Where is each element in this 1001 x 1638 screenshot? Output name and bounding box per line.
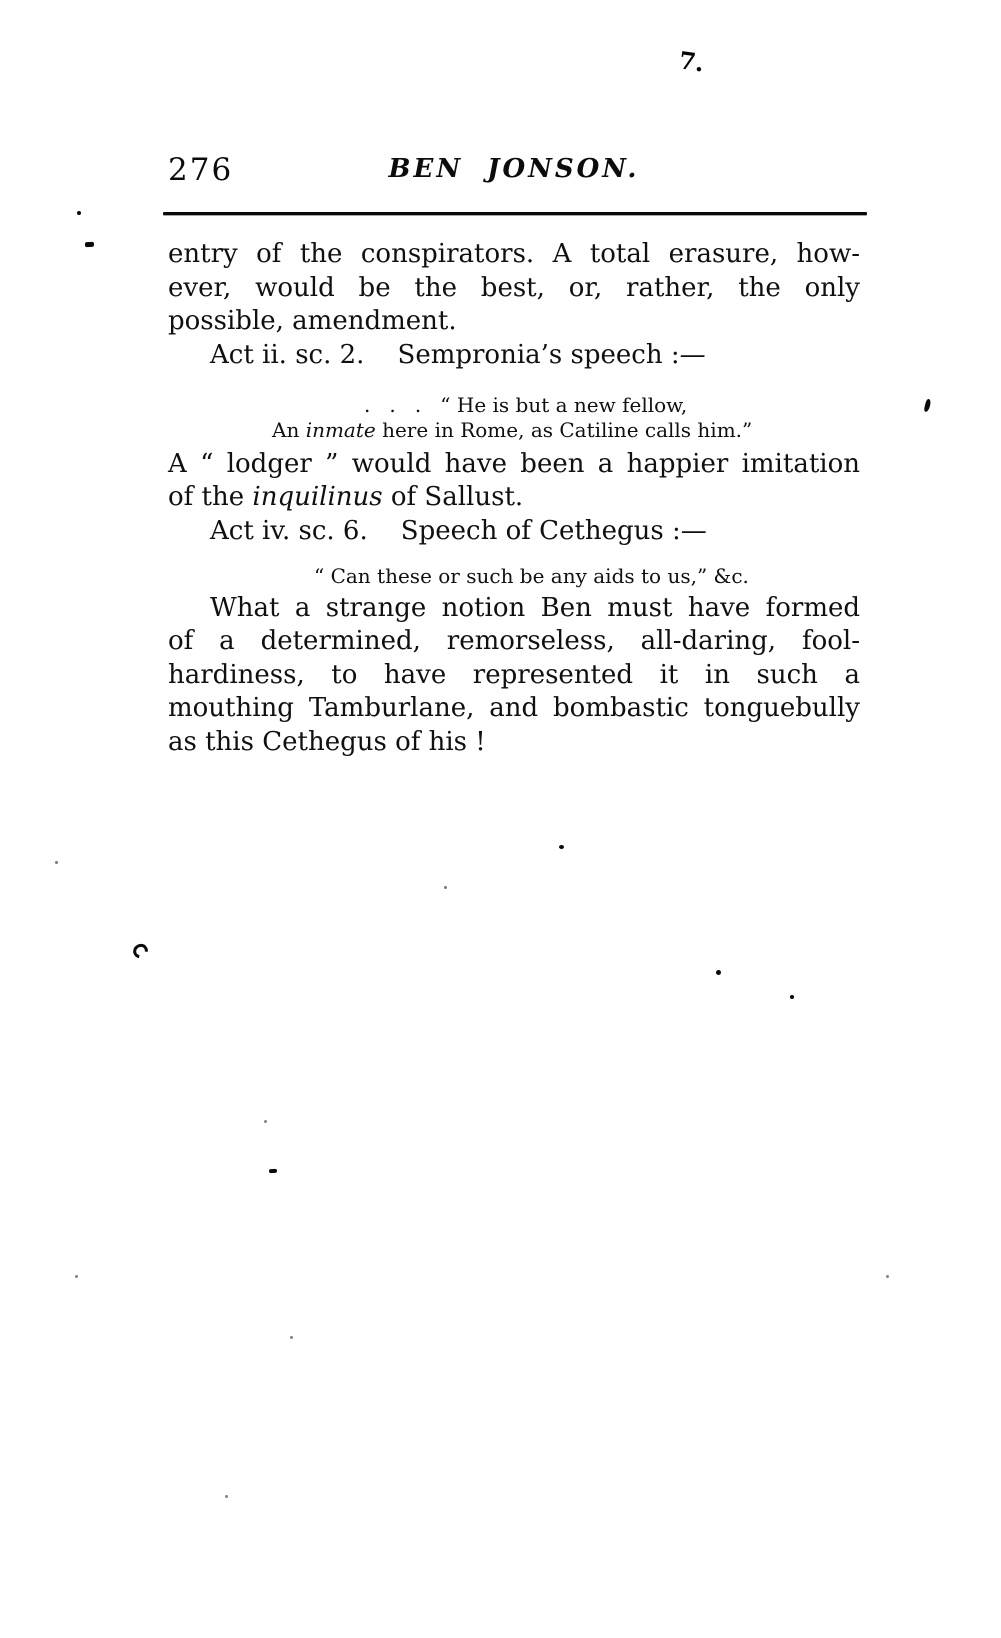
text-line: of a determined, remorseless, all-daring, fool- <box>168 626 860 657</box>
body-italic-word: inquilinus <box>252 482 383 513</box>
body-text: of the <box>168 482 253 513</box>
quote-text: An <box>272 417 306 442</box>
page-header <box>168 150 860 190</box>
text-line <box>168 481 860 515</box>
ink-speck <box>716 970 721 975</box>
ink-speck <box>444 886 447 889</box>
running-title: BEN JONSON. <box>388 154 640 184</box>
ink-speck <box>269 1169 277 1174</box>
text-line: A “ lodger ” would have been a happier imitation <box>168 448 860 479</box>
text-line: What a strange notion Ben must have formed <box>210 592 860 623</box>
text-line: ever, would be the best, or, rather, the only <box>168 272 860 303</box>
ink-speck <box>85 242 94 248</box>
quote-italic-word: inmate <box>305 417 376 442</box>
text-line: possible, amendment. <box>168 306 457 336</box>
ink-speck <box>559 845 564 849</box>
ink-speck <box>225 1495 228 1498</box>
page-number: 276 <box>168 152 234 188</box>
ink-speck <box>886 1275 889 1278</box>
text-column <box>168 238 860 759</box>
ink-speck <box>290 1336 293 1339</box>
text-line: hardiness, to have represented it in such a <box>168 659 860 690</box>
ink-speck <box>77 211 81 215</box>
text-line: mouthing Tamburlane, and bombastic tonguebully <box>168 693 860 724</box>
quote-text: here in Rome, as Catiline calls him.” <box>375 417 753 442</box>
verse-quote-line: “ Can these or such be any aids to us,” &c. <box>314 564 749 589</box>
text-line: as this Cethegus of his ! <box>168 726 486 757</box>
body-text: of Sallust. <box>382 482 524 513</box>
text-line: entry of the conspirators. A total erasure, how- <box>168 239 860 269</box>
ink-speck <box>790 995 794 999</box>
ink-speck: 7. <box>677 45 707 78</box>
ink-speck <box>130 941 150 961</box>
act-scene-heading: Act ii. sc. 2. Sempronia’s speech :— <box>210 339 706 370</box>
act-scene-heading: Act iv. sc. 6. Speech of Cethegus :— <box>210 515 707 546</box>
ink-speck <box>55 861 58 864</box>
verse-quote-line: . . . “ He is but a new fellow, <box>364 393 688 417</box>
verse-quote-line <box>168 418 860 443</box>
ink-speck <box>264 1120 267 1123</box>
header-rule <box>163 212 867 215</box>
ink-speck <box>924 399 932 413</box>
ink-speck <box>75 1275 78 1278</box>
